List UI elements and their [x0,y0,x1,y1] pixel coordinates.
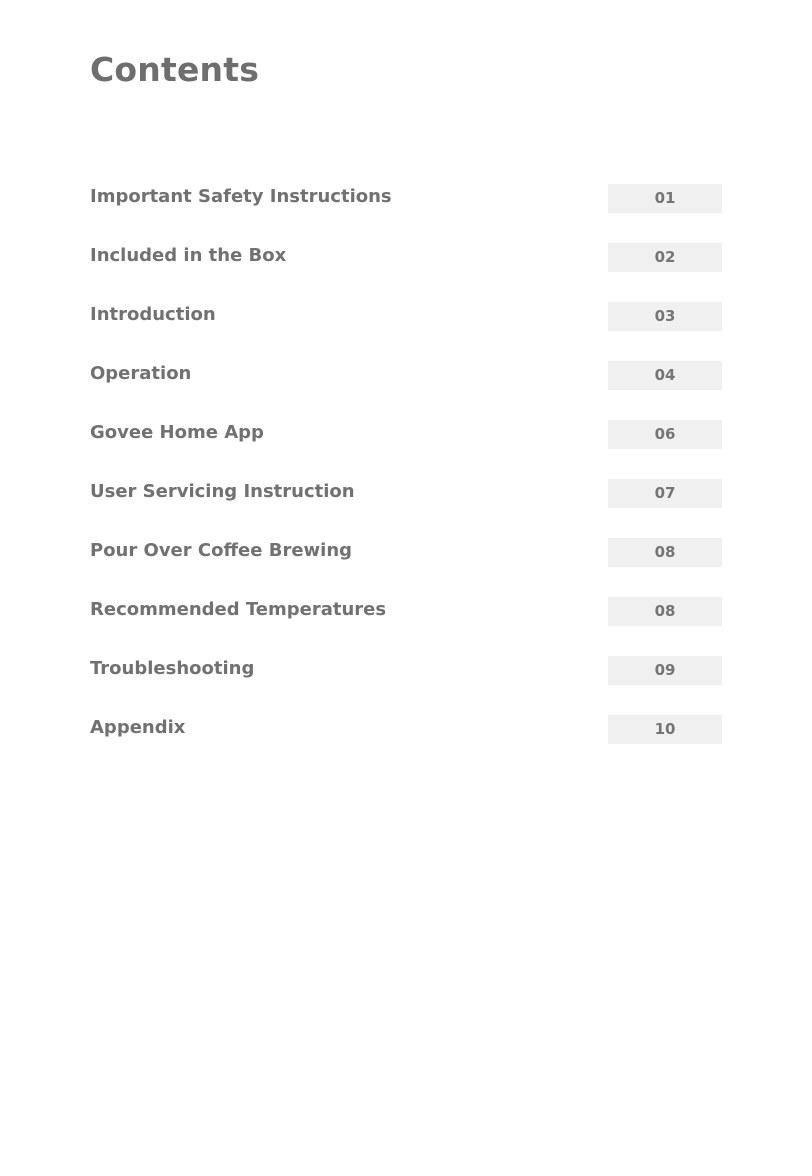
toc-entry[interactable] [90,597,722,656]
toc-entry[interactable] [90,479,722,538]
toc-page-number[interactable]: 08 [608,538,722,567]
toc-page-number[interactable]: 04 [608,361,722,390]
toc-entry-label[interactable]: Pour Over Coffee Brewing [90,540,353,561]
toc-page-number[interactable]: 07 [608,479,722,508]
toc-entry-label[interactable]: User Servicing Instruction [90,481,355,502]
toc-page-number[interactable]: 01 [608,184,722,213]
toc-page-number[interactable]: 02 [608,243,722,272]
toc-entry-label[interactable]: Included in the Box [90,245,287,266]
toc-page-number[interactable]: 08 [608,597,722,626]
toc-page-number[interactable]: 06 [608,420,722,449]
toc-page-number[interactable]: 03 [608,302,722,331]
toc-entry[interactable] [90,538,722,597]
toc-entry-label[interactable]: Recommended Temperatures [90,599,387,620]
toc-entry-label[interactable]: Govee Home App [90,422,264,443]
toc-entry-label[interactable]: Troubleshooting [90,658,255,679]
toc-page-number[interactable]: 10 [608,715,722,744]
toc-entry[interactable] [90,420,722,479]
toc-entry-label[interactable]: Appendix [90,717,186,738]
toc-entry[interactable] [90,656,722,715]
toc-entry[interactable] [90,715,722,774]
page-title: Contents [90,50,260,89]
toc-entry[interactable] [90,243,722,302]
toc-entry-label[interactable]: Operation [90,363,192,384]
toc-entry-label[interactable]: Important Safety Instructions [90,186,392,207]
table-of-contents [90,184,722,774]
toc-entry[interactable] [90,184,722,243]
toc-page-number[interactable]: 09 [608,656,722,685]
toc-entry[interactable] [90,361,722,420]
toc-entry-label[interactable]: Introduction [90,304,216,325]
toc-entry[interactable] [90,302,722,361]
